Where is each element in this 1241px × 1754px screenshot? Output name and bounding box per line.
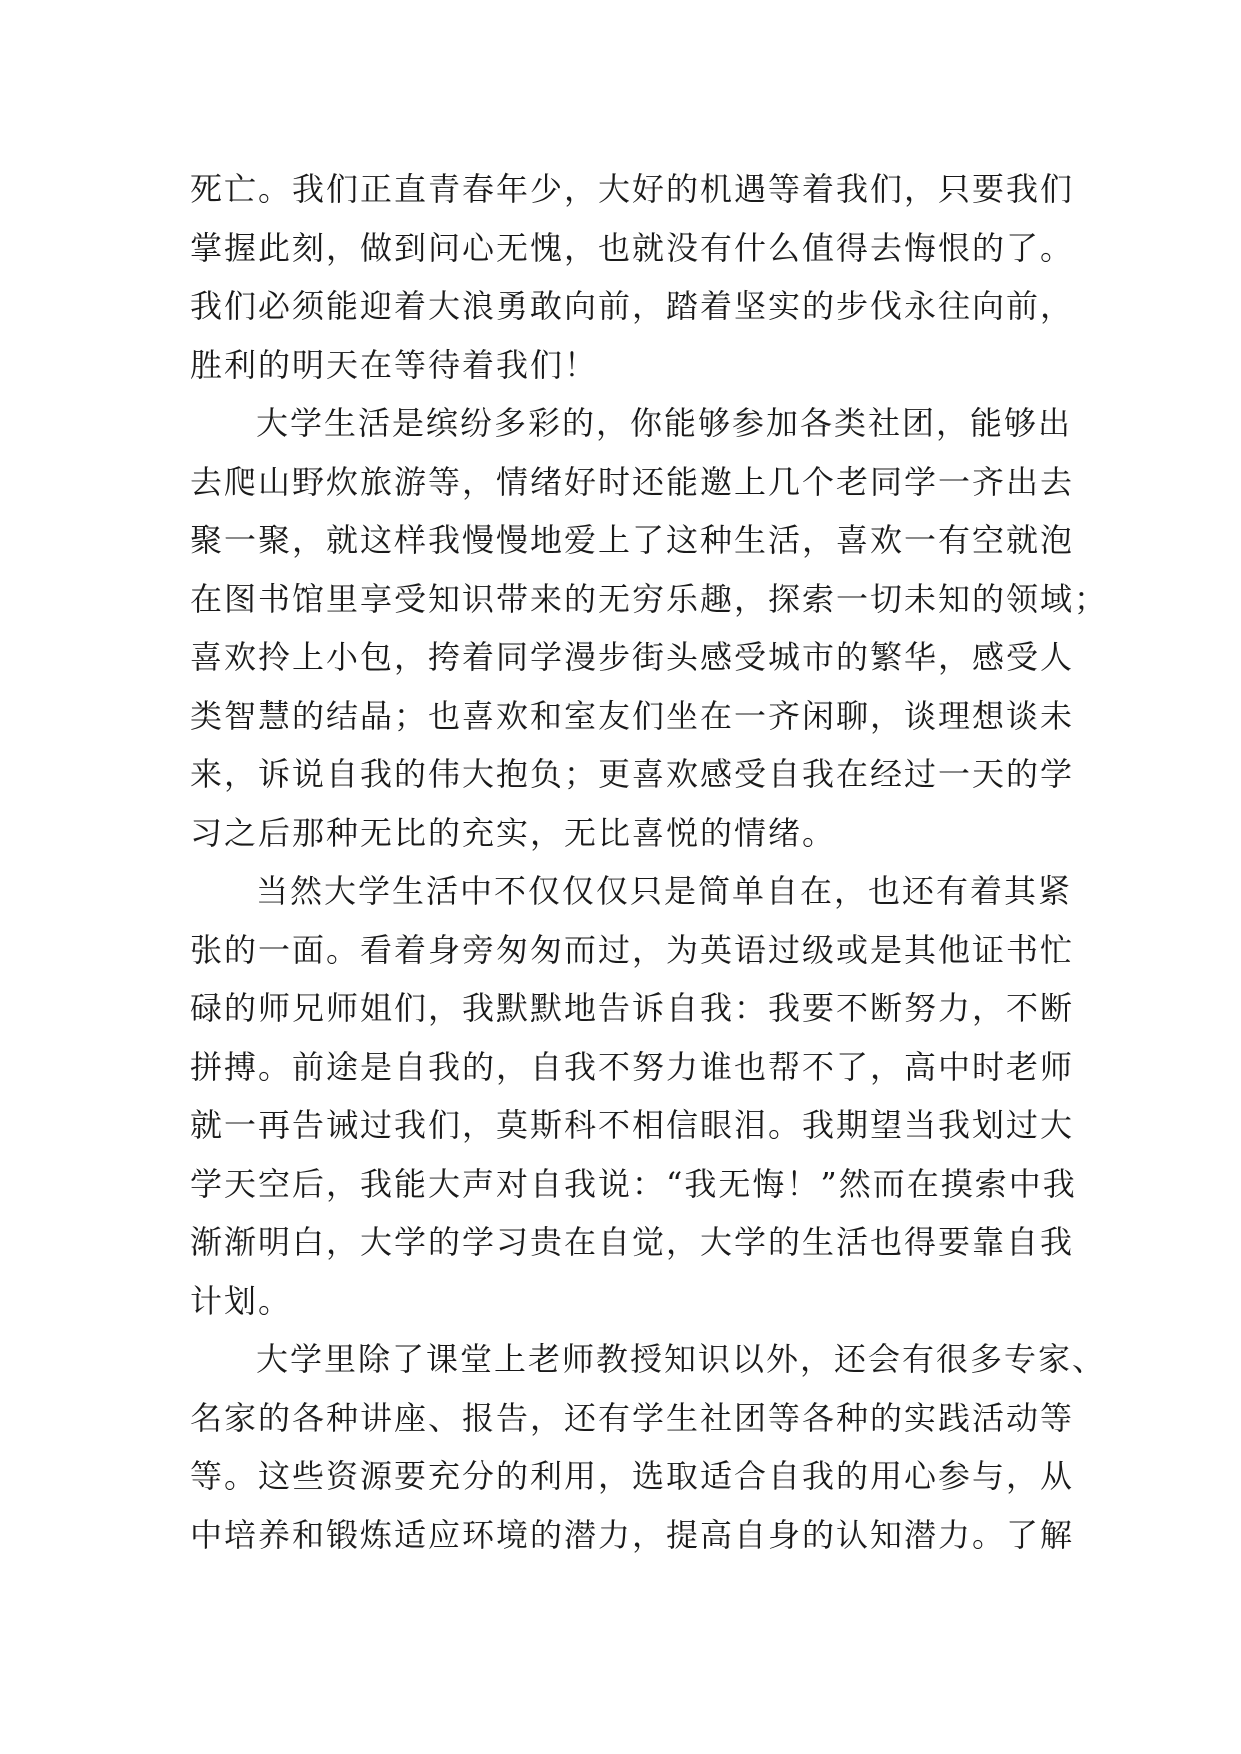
text-line: 类智慧的结晶；也喜欢和室友们坐在一齐闲聊，谈理想谈未 — [190, 696, 1075, 735]
text-line: 张的一面。看着身旁匆匆而过，为英语过级或是其他证书忙 — [190, 930, 1075, 969]
paragraph — [190, 394, 1109, 862]
text-line: 就一再告诫过我们，莫斯科不相信眼泪。我期望当我划过大 — [190, 1106, 1075, 1144]
text-line: 计划。 — [190, 1281, 293, 1320]
text-line: 大学里除了课堂上老师教授知识以外，还会有很多专家、 — [256, 1340, 1107, 1378]
text-line: 胜利的明天在等待着我们！ — [190, 345, 599, 384]
text-line: 渐渐明白，大学的学习贵在自觉，大学的生活也得要靠自我 — [190, 1223, 1075, 1261]
text-line: 来，诉说自我的伟大抱负；更喜欢感受自我在经过一天的学 — [190, 755, 1075, 793]
text-line: 习之后那种无比的充实，无比喜悦的情绪。 — [190, 813, 837, 852]
text-line: 学天空后，我能大声对自我说：“我无悔！”然而在摸索中我 — [190, 1164, 1077, 1203]
text-line: 喜欢拎上小包，挎着同学漫步街头感受城市的繁华，感受人 — [190, 638, 1075, 676]
text-line: 等。这些资源要充分的利用，选取适合自我的用心参与，从 — [190, 1457, 1075, 1495]
text-line: 大学生活是缤纷多彩的，你能够参加各类社团，能够出 — [256, 404, 1073, 442]
paragraph — [190, 1330, 1107, 1564]
text-line: 聚一聚，就这样我慢慢地爱上了这种生活，喜欢一有空就泡 — [190, 521, 1075, 559]
text-line: 掌握此刻，做到问心无愧，也就没有什么值得去悔恨的了。 — [190, 228, 1075, 267]
text-line: 名家的各种讲座、报告，还有学生社团等各种的实践活动等 — [190, 1398, 1075, 1437]
text-line: 去爬山野炊旅游等，情绪好时还能邀上几个老同学一齐出去 — [190, 462, 1075, 501]
essay-body — [190, 160, 1109, 1564]
paragraph — [190, 160, 1075, 394]
text-line: 死亡。我们正直青春年少，大好的机遇等着我们，只要我们 — [190, 170, 1075, 208]
paragraph — [190, 862, 1077, 1330]
text-line: 当然大学生活中不仅仅仅只是简单自在，也还有着其紧 — [256, 872, 1073, 910]
text-line: 碌的师兄师姐们，我默默地告诉自我：我要不断努力，不断 — [190, 989, 1075, 1027]
text-line: 我们必须能迎着大浪勇敢向前，踏着坚实的步伐永往向前， — [190, 287, 1075, 325]
text-line: 中培养和锻炼适应环境的潜力，提高自身的认知潜力。了解 — [190, 1515, 1075, 1554]
text-line: 在图书馆里享受知识带来的无穷乐趣，探索一切未知的领域； — [190, 579, 1109, 618]
text-line: 拼搏。前途是自我的，自我不努力谁也帮不了，高中时老师 — [190, 1047, 1075, 1086]
